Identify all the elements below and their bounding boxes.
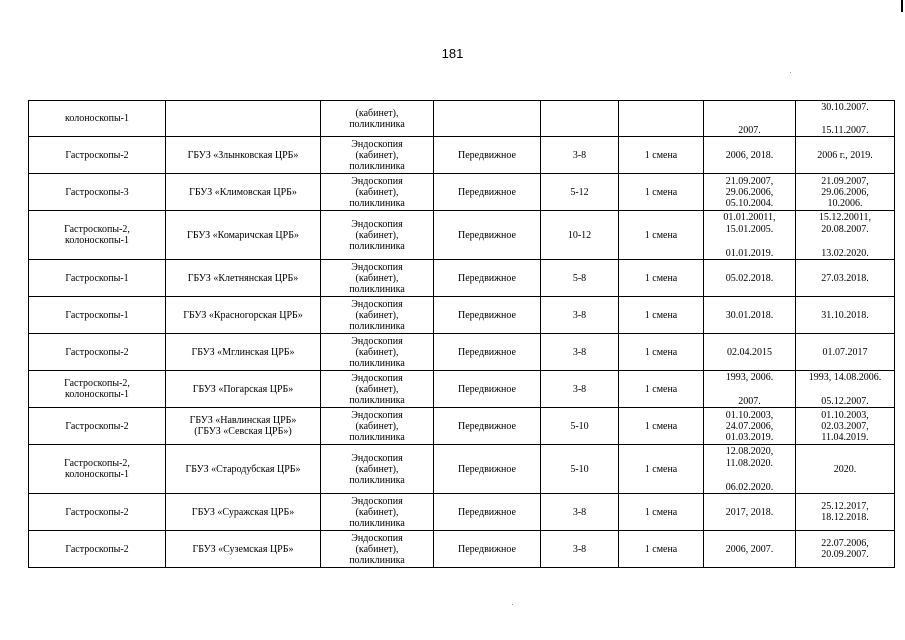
- cell-text: ГБУЗ «Комаричская ЦРБ»: [187, 229, 299, 241]
- cell-text: 3-8: [572, 383, 587, 395]
- cell-text: поликлиника: [349, 431, 405, 443]
- install-date-cell: [704, 371, 796, 408]
- cell-text: 1993, 14.08.2006.: [808, 371, 882, 383]
- commission-date-cell: [796, 445, 895, 494]
- cell-text: 3-8: [572, 543, 587, 555]
- type-cell: [434, 531, 541, 568]
- cell-text: 20.09.2007.: [821, 549, 869, 560]
- cell-text: ГБУЗ «Злынковская ЦРБ»: [187, 149, 299, 161]
- cell-text: 05.12.2007.: [821, 395, 869, 407]
- table-row: [29, 137, 895, 174]
- range-cell: [541, 334, 619, 371]
- cell-text: (кабинет),: [355, 346, 399, 358]
- commission-date-cell: [796, 494, 895, 531]
- install-date-cell: [704, 445, 796, 494]
- range-cell: [541, 137, 619, 174]
- cell-text: поликлиника: [349, 240, 405, 252]
- cell-text: поликлиника: [349, 118, 405, 130]
- cell-text: 1 смена: [644, 272, 678, 284]
- cell-text: Эндоскопия: [351, 452, 403, 464]
- cell-text: 1 смена: [644, 309, 678, 321]
- range-cell: [541, 260, 619, 297]
- cell-text: 1 смена: [644, 149, 678, 161]
- cell-text: 1993, 2006.: [725, 371, 774, 383]
- cell-text: (кабинет),: [355, 543, 399, 555]
- cell-text: поликлиника: [349, 554, 405, 566]
- cell-text: 1 смена: [644, 463, 678, 475]
- cell-text: Эндоскопия: [351, 298, 403, 310]
- table-row: [29, 494, 895, 531]
- table-row: [29, 334, 895, 371]
- table-row: [29, 531, 895, 568]
- cell-text: Гастроскопы-2: [65, 506, 129, 518]
- cell-text: Гастроскопы-2,: [64, 224, 130, 235]
- department-cell: [321, 371, 434, 408]
- type-cell: [434, 137, 541, 174]
- commission-date-cell: [796, 371, 895, 408]
- install-date-cell: [704, 334, 796, 371]
- cell-text: 11.08.2020.: [725, 457, 774, 469]
- cell-text: 3-8: [572, 309, 587, 321]
- cell-text: (кабинет),: [355, 383, 399, 395]
- cell-text: поликлиника: [349, 474, 405, 486]
- cell-text: (кабинет),: [355, 107, 399, 119]
- type-cell: [434, 211, 541, 260]
- cell-text: Передвижное: [458, 186, 516, 198]
- department-cell: [321, 101, 434, 137]
- cell-text: 01.07.2017: [822, 346, 868, 358]
- cell-text: 1 смена: [644, 506, 678, 518]
- commission-date-cell: [796, 334, 895, 371]
- cell-text: колоноскопы-1: [65, 469, 129, 480]
- cell-text: (кабинет),: [355, 229, 399, 241]
- cell-text: 1 смена: [644, 229, 678, 241]
- cell-text: Передвижное: [458, 506, 516, 518]
- commission-date-cell: [796, 297, 895, 334]
- cell-text: ГБУЗ «Красногорская ЦРБ»: [183, 309, 303, 321]
- cell-text: 1 смена: [644, 186, 678, 198]
- type-cell: [434, 174, 541, 211]
- cell-text: ГБУЗ «Погарская ЦРБ»: [192, 383, 294, 395]
- cell-text: ГБУЗ «Климовская ЦРБ»: [189, 186, 297, 198]
- install-date-cell: [704, 408, 796, 445]
- department-cell: [321, 211, 434, 260]
- table-row: [29, 408, 895, 445]
- cell-text: Гастроскопы-3: [65, 186, 129, 198]
- cell-text: 05.10.2004.: [725, 197, 774, 209]
- scan-speck: [512, 604, 513, 605]
- cell-text: 02.04.2015: [727, 346, 772, 358]
- equipment-cell: [29, 211, 166, 260]
- cell-text: поликлиника: [349, 283, 405, 295]
- cell-text: ГБУЗ «Суражская ЦРБ»: [191, 506, 295, 518]
- page-number: 181: [441, 46, 464, 61]
- table-row: [29, 174, 895, 211]
- range-cell: [541, 494, 619, 531]
- cell-text: Гастроскопы-1: [65, 272, 129, 284]
- commission-date-cell: [796, 101, 895, 137]
- cell-text: ГБУЗ «Стародубская ЦРБ»: [185, 463, 301, 475]
- cell-text: 5-10: [570, 420, 589, 432]
- table-row: [29, 260, 895, 297]
- cell-text: Эндоскопия: [351, 372, 403, 384]
- cell-text: 29.06.2006,: [725, 186, 774, 198]
- equipment-table: [28, 100, 895, 568]
- install-date-cell: [704, 174, 796, 211]
- equipment-cell: [29, 494, 166, 531]
- cell-text: поликлиника: [349, 320, 405, 332]
- install-date-cell: [704, 211, 796, 260]
- cell-text: Гастроскопы-2,: [64, 458, 130, 469]
- equipment-cell: [29, 101, 166, 137]
- department-cell: [321, 334, 434, 371]
- cell-text: 25.12.2017,: [821, 501, 869, 512]
- equipment-cell: [29, 174, 166, 211]
- institution-cell: [166, 101, 321, 137]
- cell-text: Передвижное: [458, 309, 516, 321]
- cell-text: Эндоскопия: [351, 335, 403, 347]
- type-cell: [434, 101, 541, 137]
- commission-date-cell: [796, 408, 895, 445]
- cell-text: поликлиника: [349, 160, 405, 172]
- cell-text: 2017, 2018.: [725, 506, 774, 518]
- type-cell: [434, 297, 541, 334]
- shift-cell: [619, 371, 704, 408]
- range-cell: [541, 408, 619, 445]
- cell-text: 2020.: [833, 463, 857, 475]
- cell-text: Передвижное: [458, 272, 516, 284]
- cell-text: 15.12.20011,: [818, 211, 872, 223]
- cell-spacer: [798, 113, 892, 124]
- cell-text: колоноскопы-1: [65, 389, 129, 400]
- type-cell: [434, 334, 541, 371]
- cell-text: Эндоскопия: [351, 532, 403, 544]
- cell-spacer: [706, 236, 793, 247]
- commission-date-cell: [796, 531, 895, 568]
- install-date-cell: [704, 494, 796, 531]
- equipment-cell: [29, 297, 166, 334]
- cell-text: 31.10.2018.: [821, 309, 869, 321]
- range-cell: [541, 371, 619, 408]
- department-cell: [321, 531, 434, 568]
- install-date-cell: [704, 137, 796, 174]
- type-cell: [434, 445, 541, 494]
- institution-cell: [166, 297, 321, 334]
- commission-date-cell: [796, 174, 895, 211]
- cell-text: 30.10.2007.: [821, 101, 869, 113]
- cell-text: 01.10.2003,: [725, 409, 774, 421]
- shift-cell: [619, 334, 704, 371]
- cell-text: 5-8: [572, 272, 587, 284]
- table-body: [29, 101, 895, 568]
- cell-text: поликлиника: [349, 357, 405, 369]
- cell-text: 27.03.2018.: [821, 272, 869, 284]
- cell-text: Передвижное: [458, 346, 516, 358]
- cell-text: Передвижное: [458, 543, 516, 555]
- range-cell: [541, 297, 619, 334]
- equipment-cell: [29, 371, 166, 408]
- cell-text: (кабинет),: [355, 420, 399, 432]
- range-cell: [541, 531, 619, 568]
- cell-text: 1 смена: [644, 543, 678, 555]
- cell-text: 2007.: [738, 395, 761, 407]
- cell-text: 3-8: [572, 346, 587, 358]
- cell-text: ГБУЗ «Навлинская ЦРБ»: [189, 415, 297, 426]
- cell-text: 24.07.2006,: [725, 420, 774, 432]
- cell-text: Гастроскопы-2,: [64, 378, 130, 389]
- cell-text: 2006 г., 2019.: [817, 149, 873, 161]
- cell-text: 2006, 2018.: [725, 149, 774, 161]
- cell-text: 21.09.2007,: [821, 175, 869, 187]
- shift-cell: [619, 408, 704, 445]
- cell-text: Гастроскопы-2: [65, 543, 129, 555]
- cell-text: ГБУЗ «Мглинская ЦРБ»: [191, 346, 295, 358]
- cell-text: 30.01.2018.: [725, 309, 774, 321]
- equipment-cell: [29, 260, 166, 297]
- cell-text: Эндоскопия: [351, 138, 403, 150]
- cell-text: Эндоскопия: [351, 409, 403, 421]
- cell-text: (ГБУЗ «Севская ЦРБ»): [194, 426, 292, 437]
- type-cell: [434, 371, 541, 408]
- equipment-cell: [29, 408, 166, 445]
- cell-text: 13.02.2020.: [821, 247, 869, 259]
- range-cell: [541, 211, 619, 260]
- department-cell: [321, 408, 434, 445]
- cell-text: Передвижное: [458, 420, 516, 432]
- institution-cell: [166, 334, 321, 371]
- cell-text: ГБУЗ «Суземская ЦРБ»: [192, 543, 294, 555]
- cell-text: 3-8: [572, 506, 587, 518]
- shift-cell: [619, 260, 704, 297]
- cell-text: 11.04.2019.: [821, 431, 869, 443]
- table-row: [29, 211, 895, 260]
- cell-text: Гастроскопы-2: [65, 346, 129, 358]
- department-cell: [321, 494, 434, 531]
- shift-cell: [619, 174, 704, 211]
- scan-edge-mark: [901, 0, 903, 12]
- cell-text: Эндоскопия: [351, 175, 403, 187]
- cell-text: Передвижное: [458, 229, 516, 241]
- table-row: [29, 297, 895, 334]
- install-date-cell: [704, 531, 796, 568]
- cell-text: 21.09.2007,: [725, 175, 774, 187]
- cell-spacer: [798, 236, 892, 247]
- cell-text: 15.01.2005.: [725, 223, 774, 235]
- department-cell: [321, 445, 434, 494]
- department-cell: [321, 174, 434, 211]
- cell-text: Передвижное: [458, 463, 516, 475]
- shift-cell: [619, 211, 704, 260]
- range-cell: [541, 174, 619, 211]
- cell-spacer: [706, 102, 793, 113]
- install-date-cell: [704, 297, 796, 334]
- cell-text: Гастроскопы-2: [65, 420, 129, 432]
- shift-cell: [619, 297, 704, 334]
- cell-text: 18.12.2018.: [821, 512, 869, 523]
- cell-text: Гастроскопы-1: [65, 309, 129, 321]
- cell-text: 05.02.2018.: [725, 272, 774, 284]
- table-row: [29, 371, 895, 408]
- cell-text: 02.03.2007,: [821, 420, 869, 432]
- institution-cell: [166, 445, 321, 494]
- type-cell: [434, 408, 541, 445]
- cell-text: 12.08.2020,: [725, 445, 774, 457]
- install-date-cell: [704, 260, 796, 297]
- institution-cell: [166, 371, 321, 408]
- cell-spacer: [798, 384, 892, 395]
- cell-text: 10-12: [567, 229, 592, 241]
- commission-date-cell: [796, 260, 895, 297]
- shift-cell: [619, 494, 704, 531]
- cell-text: 2007.: [738, 124, 761, 136]
- cell-text: (кабинет),: [355, 186, 399, 198]
- cell-text: 01.01.20011,: [723, 211, 776, 223]
- department-cell: [321, 260, 434, 297]
- cell-text: 10.2006.: [827, 197, 863, 209]
- institution-cell: [166, 260, 321, 297]
- cell-text: (кабинет),: [355, 272, 399, 284]
- cell-text: 2006, 2007.: [725, 543, 774, 555]
- cell-text: 1 смена: [644, 420, 678, 432]
- cell-text: 15.11.2007.: [821, 124, 869, 136]
- department-cell: [321, 297, 434, 334]
- equipment-cell: [29, 334, 166, 371]
- shift-cell: [619, 445, 704, 494]
- shift-cell: [619, 101, 704, 137]
- cell-text: Эндоскопия: [351, 261, 403, 273]
- institution-cell: [166, 494, 321, 531]
- cell-text: ГБУЗ «Клетнянская ЦРБ»: [187, 272, 299, 284]
- cell-text: 1 смена: [644, 383, 678, 395]
- cell-text: 5-10: [570, 463, 589, 475]
- cell-text: 22.07.2006,: [821, 538, 869, 549]
- institution-cell: [166, 174, 321, 211]
- cell-text: Эндоскопия: [351, 495, 403, 507]
- cell-text: 1 смена: [644, 346, 678, 358]
- institution-cell: [166, 211, 321, 260]
- cell-text: 06.02.2020.: [725, 481, 774, 493]
- cell-text: поликлиника: [349, 394, 405, 406]
- cell-text: 01.03.2019.: [725, 431, 774, 443]
- cell-spacer: [706, 384, 793, 395]
- cell-text: 3-8: [572, 149, 587, 161]
- equipment-cell: [29, 531, 166, 568]
- type-cell: [434, 494, 541, 531]
- cell-text: Эндоскопия: [351, 218, 403, 230]
- equipment-cell: [29, 445, 166, 494]
- shift-cell: [619, 531, 704, 568]
- cell-text: колоноскопы-1: [65, 235, 129, 246]
- cell-text: (кабинет),: [355, 463, 399, 475]
- type-cell: [434, 260, 541, 297]
- cell-text: Передвижное: [458, 149, 516, 161]
- range-cell: [541, 101, 619, 137]
- install-date-cell: [704, 101, 796, 137]
- shift-cell: [619, 137, 704, 174]
- institution-cell: [166, 531, 321, 568]
- scan-speck: [790, 72, 791, 73]
- cell-text: 20.08.2007.: [821, 223, 869, 235]
- cell-text: поликлиника: [349, 517, 405, 529]
- cell-text: 01.10.2003,: [821, 409, 869, 421]
- cell-text: 5-12: [570, 186, 589, 198]
- cell-text: Передвижное: [458, 383, 516, 395]
- cell-text: поликлиника: [349, 197, 405, 209]
- range-cell: [541, 445, 619, 494]
- cell-spacer: [706, 470, 793, 481]
- cell-text: (кабинет),: [355, 506, 399, 518]
- institution-cell: [166, 408, 321, 445]
- cell-text: колоноскопы-1: [65, 113, 129, 124]
- cell-text: (кабинет),: [355, 309, 399, 321]
- institution-cell: [166, 137, 321, 174]
- cell-text: 01.01.2019.: [725, 247, 774, 259]
- cell-text: 29.06.2006,: [821, 186, 869, 198]
- table-row: [29, 445, 895, 494]
- department-cell: [321, 137, 434, 174]
- equipment-cell: [29, 137, 166, 174]
- table-row: [29, 101, 895, 137]
- cell-text: (кабинет),: [355, 149, 399, 161]
- commission-date-cell: [796, 137, 895, 174]
- cell-text: Гастроскопы-2: [65, 149, 129, 161]
- commission-date-cell: [796, 211, 895, 260]
